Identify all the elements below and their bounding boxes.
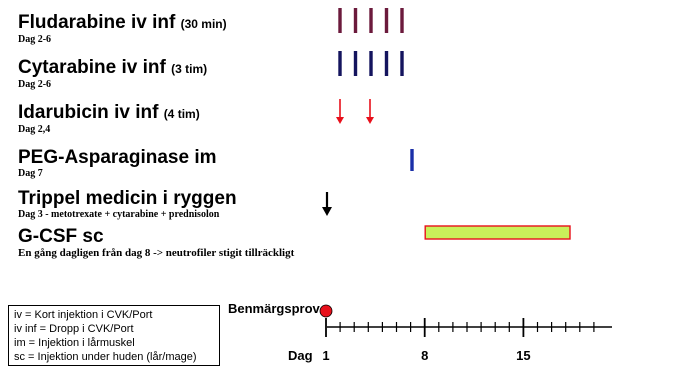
axis-tick-labels — [322, 348, 530, 363]
axis-title: Dag — [288, 348, 313, 363]
drug-days: Dag 3 - metotrexate + cytarabine + prednisolon — [18, 209, 220, 220]
legend-item: im = Injektion i lårmuskel — [14, 337, 135, 349]
legend-item: iv = Kort injektion i CVK/Port — [14, 309, 153, 321]
drug-days: Dag 7 — [18, 168, 43, 179]
bone-marrow-sample-label: Benmärgsprov — [228, 301, 320, 316]
dose-bar — [385, 8, 388, 33]
drug-name: G-CSF sc — [18, 226, 104, 247]
legend-item: iv inf = Dropp i CVK/Port — [14, 323, 134, 335]
drug-name: Trippel medicin i ryggen — [18, 188, 237, 209]
drug-name: PEG-Asparaginase im — [18, 147, 217, 168]
drug-days: Dag 2-6 — [18, 79, 52, 90]
drug-duration: (30 min) — [180, 17, 227, 31]
drug-name-text: Fludarabine iv inf — [18, 12, 176, 33]
drug-days: En gång dagligen från dag 8 -> neutrofiler stigit tillräckligt — [18, 247, 295, 259]
drug-duration: (3 tim) — [171, 62, 208, 76]
drug-duration: (4 tim) — [163, 107, 200, 121]
dose-arrow-head — [322, 207, 332, 216]
dose-bar — [400, 51, 403, 76]
abbreviation-legend — [8, 305, 220, 366]
day-axis — [228, 301, 612, 363]
axis-tick-label: 1 — [322, 348, 330, 363]
dose-bar — [354, 51, 357, 76]
dose-arrow-head — [336, 117, 344, 124]
drug-days: Dag 2-6 — [18, 34, 52, 45]
dose-bar — [369, 51, 372, 76]
dose-bar — [338, 51, 341, 76]
dose-bar — [338, 8, 341, 33]
dose-bar — [400, 8, 403, 33]
drug-days: Dag 2,4 — [18, 124, 51, 135]
drug-name-text: Cytarabine iv inf — [18, 57, 166, 78]
axis-tick-label: 15 — [516, 348, 531, 363]
drug-name-text: Idarubicin iv inf — [18, 102, 159, 123]
dose-bar — [354, 8, 357, 33]
dose-bar — [385, 51, 388, 76]
axis-tick-label: 8 — [421, 348, 429, 363]
legend-item: sc = Injektion under huden (lår/mage) — [14, 351, 197, 363]
dose-bar — [369, 8, 372, 33]
dose-bar — [410, 149, 413, 171]
treatment-range-bar — [425, 226, 570, 239]
dose-arrow-head — [366, 117, 374, 124]
bone-marrow-sample-dot — [320, 305, 332, 317]
